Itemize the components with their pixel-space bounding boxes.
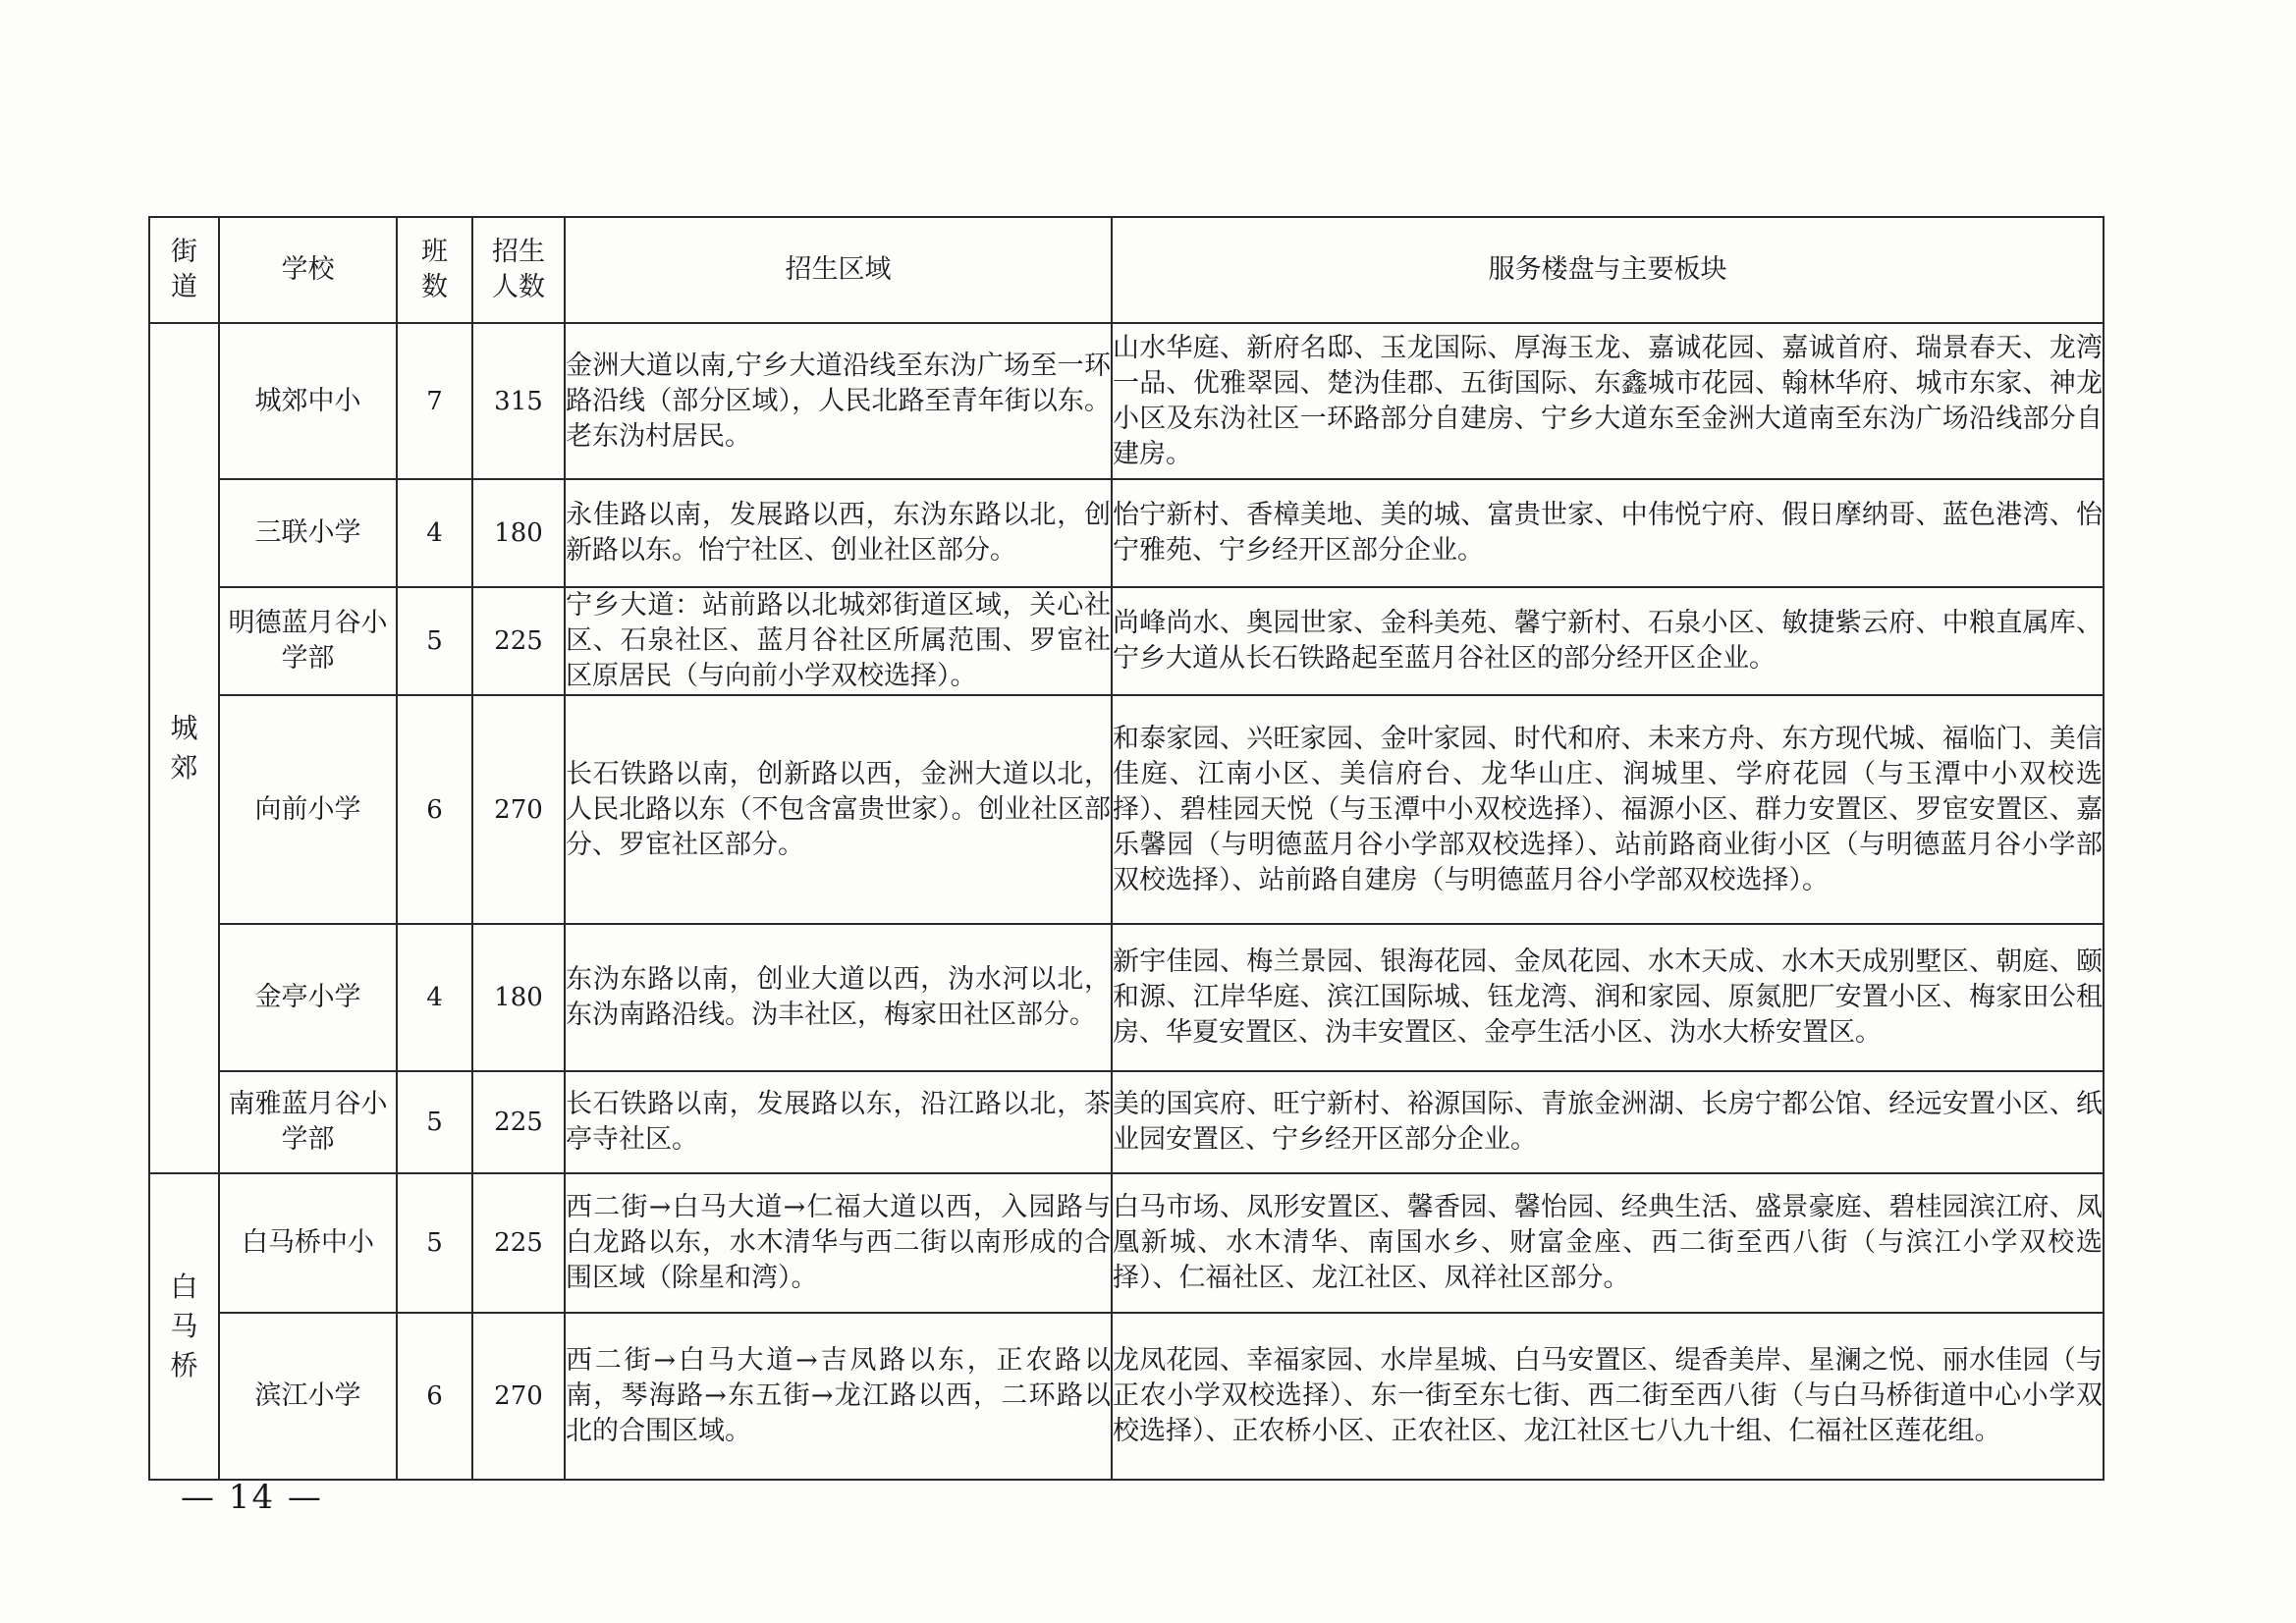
table-row — [149, 587, 2104, 695]
area-cell: 东沩东路以南，创业大道以西，沩水河以北，东沩南路沿线。沩丰社区，梅家田社区部分。 — [565, 924, 1112, 1071]
estates-cell: 新宇佳园、梅兰景园、银海花园、金凤花园、水木天成、水木天成别墅区、朝庭、颐和源、江岸华庭、滨江国际城、钰龙湾、润和家园、原氮肥厂安置小区、梅家田公租房、华夏安置区、沩丰安置区、金亭生活小区、沩水大桥安置区。 — [1112, 924, 2104, 1071]
header-classes: 班数 — [397, 217, 472, 323]
street-cell-chengjiao: 城郊 — [149, 323, 219, 1173]
school-cell: 三联小学 — [219, 479, 397, 587]
table-row — [149, 924, 2104, 1071]
table-row — [149, 1173, 2104, 1313]
enrollment-cell: 270 — [472, 1313, 565, 1480]
table-header-row — [149, 217, 2104, 323]
estates-cell: 怡宁新村、香樟美地、美的城、富贵世家、中伟悦宁府、假日摩纳哥、蓝色港湾、怡宁雅苑、宁乡经开区部分企业。 — [1112, 479, 2104, 587]
area-cell: 宁乡大道：站前路以北城郊街道区域，关心社区、石泉社区、蓝月谷社区所属范围、罗宦社区原居民（与向前小学双校选择）。 — [565, 587, 1112, 695]
school-cell: 白马桥中小 — [219, 1173, 397, 1313]
enrollment-cell: 315 — [472, 323, 565, 479]
table-row — [149, 695, 2104, 924]
enrollment-cell: 225 — [472, 587, 565, 695]
classes-cell: 4 — [397, 924, 472, 1071]
school-cell: 明德蓝月谷小学部 — [219, 587, 397, 695]
enrollment-table — [148, 216, 2105, 1481]
header-school: 学校 — [219, 217, 397, 323]
area-cell: 长石铁路以南，发展路以东，沿江路以北，茶亭寺社区。 — [565, 1071, 1112, 1173]
header-street: 街道 — [149, 217, 219, 323]
area-cell: 西二街→白马大道→吉凤路以东，正农路以南，琴海路→东五街→龙江路以西，二环路以北的合围区域。 — [565, 1313, 1112, 1480]
area-cell: 西二街→白马大道→仁福大道以西，入园路与白龙路以东，水木清华与西二街以南形成的合围区域（除星和湾）。 — [565, 1173, 1112, 1313]
classes-cell: 4 — [397, 479, 472, 587]
table-row — [149, 1313, 2104, 1480]
estates-cell: 美的国宾府、旺宁新村、裕源国际、青旅金洲湖、长房宁都公馆、经远安置小区、纸业园安置区、宁乡经开区部分企业。 — [1112, 1071, 2104, 1173]
school-cell: 南雅蓝月谷小学部 — [219, 1071, 397, 1173]
classes-cell: 6 — [397, 695, 472, 924]
classes-cell: 5 — [397, 1173, 472, 1313]
school-cell: 向前小学 — [219, 695, 397, 924]
enrollment-cell: 225 — [472, 1173, 565, 1313]
enrollment-cell: 180 — [472, 924, 565, 1071]
estates-cell: 白马市场、凤形安置区、馨香园、馨怡园、经典生活、盛景豪庭、碧桂园滨江府、凤凰新城、水木清华、南国水乡、财富金座、西二街至西八街（与滨江小学双校选择）、仁福社区、龙江社区、凤祥社区部分。 — [1112, 1173, 2104, 1313]
classes-cell: 5 — [397, 587, 472, 695]
page-number: — 14 — — [181, 1478, 323, 1517]
area-cell: 长石铁路以南，创新路以西，金洲大道以北，人民北路以东（不包含富贵世家）。创业社区部分、罗宦社区部分。 — [565, 695, 1112, 924]
table-row — [149, 479, 2104, 587]
classes-cell: 7 — [397, 323, 472, 479]
school-cell: 城郊中小 — [219, 323, 397, 479]
enrollment-cell: 180 — [472, 479, 565, 587]
street-cell-baimaqiao: 白马桥 — [149, 1173, 219, 1480]
classes-cell: 6 — [397, 1313, 472, 1480]
table-row — [149, 1071, 2104, 1173]
area-cell: 金洲大道以南,宁乡大道沿线至东沩广场至一环路沿线（部分区域），人民北路至青年街以东。老东沩村居民。 — [565, 323, 1112, 479]
estates-cell: 龙凤花园、幸福家园、水岸星城、白马安置区、缇香美岸、星澜之悦、丽水佳园（与正农小学双校选择）、东一街至东七街、西二街至西八街（与白马桥街道中心小学双校选择）、正农桥小区、正农社区、龙江社区七八九十组、仁福社区莲花组。 — [1112, 1313, 2104, 1480]
estates-cell: 和泰家园、兴旺家园、金叶家园、时代和府、未来方舟、东方现代城、福临门、美信佳庭、江南小区、美信府台、龙华山庄、润城里、学府花园（与玉潭中小双校选择）、碧桂园天悦（与玉潭中小双校选择）、福源小区、群力安置区、罗宦安置区、嘉乐馨园（与明德蓝月谷小学部双校选择）、站前路商业街小区（与明德蓝月谷小学部双校选择）、站前路自建房（与明德蓝月谷小学部双校选择）。 — [1112, 695, 2104, 924]
enrollment-cell: 270 — [472, 695, 565, 924]
estates-cell: 尚峰尚水、奥园世家、金科美苑、馨宁新村、石泉小区、敏捷紫云府、中粮直属库、宁乡大道从长石铁路起至蓝月谷社区的部分经开区企业。 — [1112, 587, 2104, 695]
estates-cell: 山水华庭、新府名邸、玉龙国际、厚海玉龙、嘉诚花园、嘉诚首府、瑞景春天、龙湾一品、优雅翠园、楚沩佳郡、五街国际、东鑫城市花园、翰林华府、城市东家、神龙小区及东沩社区一环路部分自建房、宁乡大道东至金洲大道南至东沩广场沿线部分自建房。 — [1112, 323, 2104, 479]
header-area: 招生区域 — [565, 217, 1112, 323]
area-cell: 永佳路以南，发展路以西，东沩东路以北，创新路以东。怡宁社区、创业社区部分。 — [565, 479, 1112, 587]
header-enrollment: 招生人数 — [472, 217, 565, 323]
header-estates: 服务楼盘与主要板块 — [1112, 217, 2104, 323]
classes-cell: 5 — [397, 1071, 472, 1173]
school-cell: 滨江小学 — [219, 1313, 397, 1480]
table-row — [149, 323, 2104, 479]
school-cell: 金亭小学 — [219, 924, 397, 1071]
enrollment-cell: 225 — [472, 1071, 565, 1173]
